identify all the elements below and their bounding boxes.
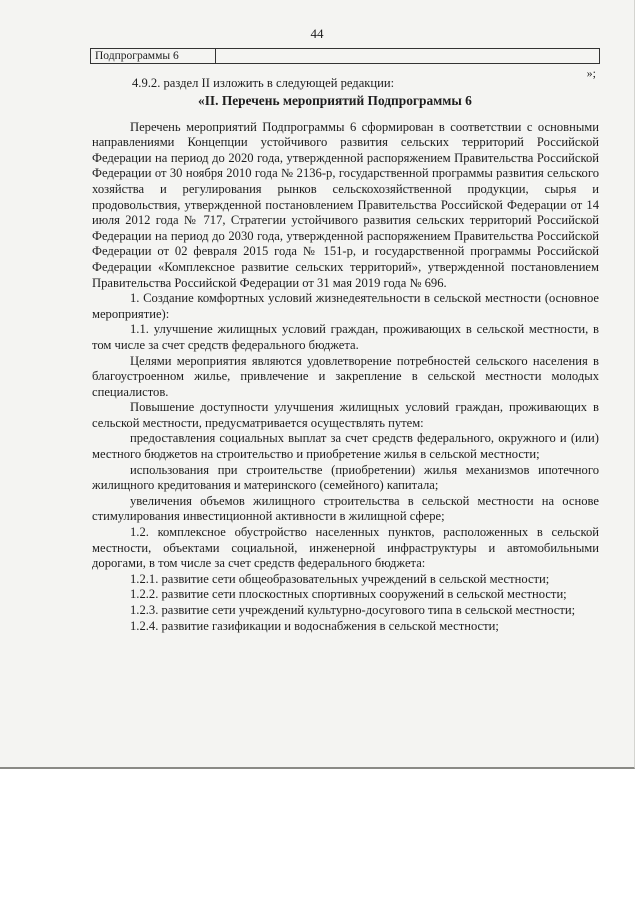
paragraph: 1.2.3. развитие сети учреждений культурно-досугового типа в сельской местности; (130, 603, 576, 617)
paragraph: Повышение доступности улучшения жилищных условий граждан, проживающих в сельской местности, предусматривается осуществлять путем: (92, 400, 599, 430)
paragraph: предоставления социальных выплат за счет средств федерального, окружного и (или) местного бюджетов на строительство и приобретение жилья в сельской местности; (92, 431, 599, 462)
table-empty-cell (216, 49, 599, 63)
paragraph: 1.2.4. развитие газификации и водоснабжения в сельской местности; (130, 618, 499, 633)
paragraph: 1. Создание комфортных условий жизнедеятельности в сельской местности (основное мероприятие): (92, 291, 599, 321)
section-heading: «II. Перечень мероприятий Подпрограммы 6 (198, 92, 472, 108)
paragraph: 1.2. комплексное обустройство населенных пунктов, расположенных в сельской местности, объектами социальной, инженерной инфраструктуры и автомобильными дорогами, в том числе за счет средств федерального бюджета: (92, 525, 599, 571)
table-row-label: Подпрограммы 6 (91, 49, 216, 63)
paragraph: Перечень мероприятий Подпрограммы 6 сформирован в соответствии с основными направлениями Концепции устойчивого развития сельских территорий Российской Федерации на период до 2020 года, утвержденной распоряжением Правительства Российской Федерации от 30 ноября 2010 года № 2136-р, государственной программы развития сельского хозяйства и регулирования рынков сельскохозяйственной продукции, сырья и продовольствия, утвержденной постановлением Правительства Российской Федерации от 14 июля 2012 года № 717, Стратегии устойчивого развития сельских территорий Российской Федерации на период до 2030 года, утвержденной распоряжением Правительства Российской Федерации от 02 февраля 2015 года № 151-р, и государственной программы Российской Федерации «Комплексное развитие сельских территорий», утвержденной постановлением Правительства Российской Федерации от 31 мая 2019 года № 696. (92, 119, 599, 290)
paragraph: увеличения объемов жилищного строительства в сельской местности на основе стимулирования инвестиционной активности в жилищной сфере; (92, 493, 599, 524)
document-body (92, 76, 599, 634)
previous-table-fragment (90, 48, 600, 64)
paragraph: Целями мероприятия являются удовлетворение потребностей сельского населения в благоустроенном жилье, привлечение и закрепление в сельской местности молодых специалистов. (92, 353, 599, 399)
paragraph: 1.2.1. развитие сети общеобразовательных учреждений в сельской местности; (130, 571, 550, 586)
closing-quote: »; (586, 66, 596, 80)
page-number: 44 (310, 26, 324, 41)
paragraph: использования при строительстве (приобретении) жилья механизмов ипотечного жилищного кредитования и материнского (семейного) капитала; (92, 462, 599, 493)
paragraph: 1.2.2. развитие сети плоскостных спортивных сооружений в сельской местности; (130, 587, 567, 602)
paragraph: 1.1. улучшение жилищных условий граждан, проживающих в сельской местности, в том числе за счет средств федерального бюджета. (92, 322, 599, 352)
intro-line: 4.9.2. раздел II изложить в следующей редакции: (132, 76, 395, 90)
